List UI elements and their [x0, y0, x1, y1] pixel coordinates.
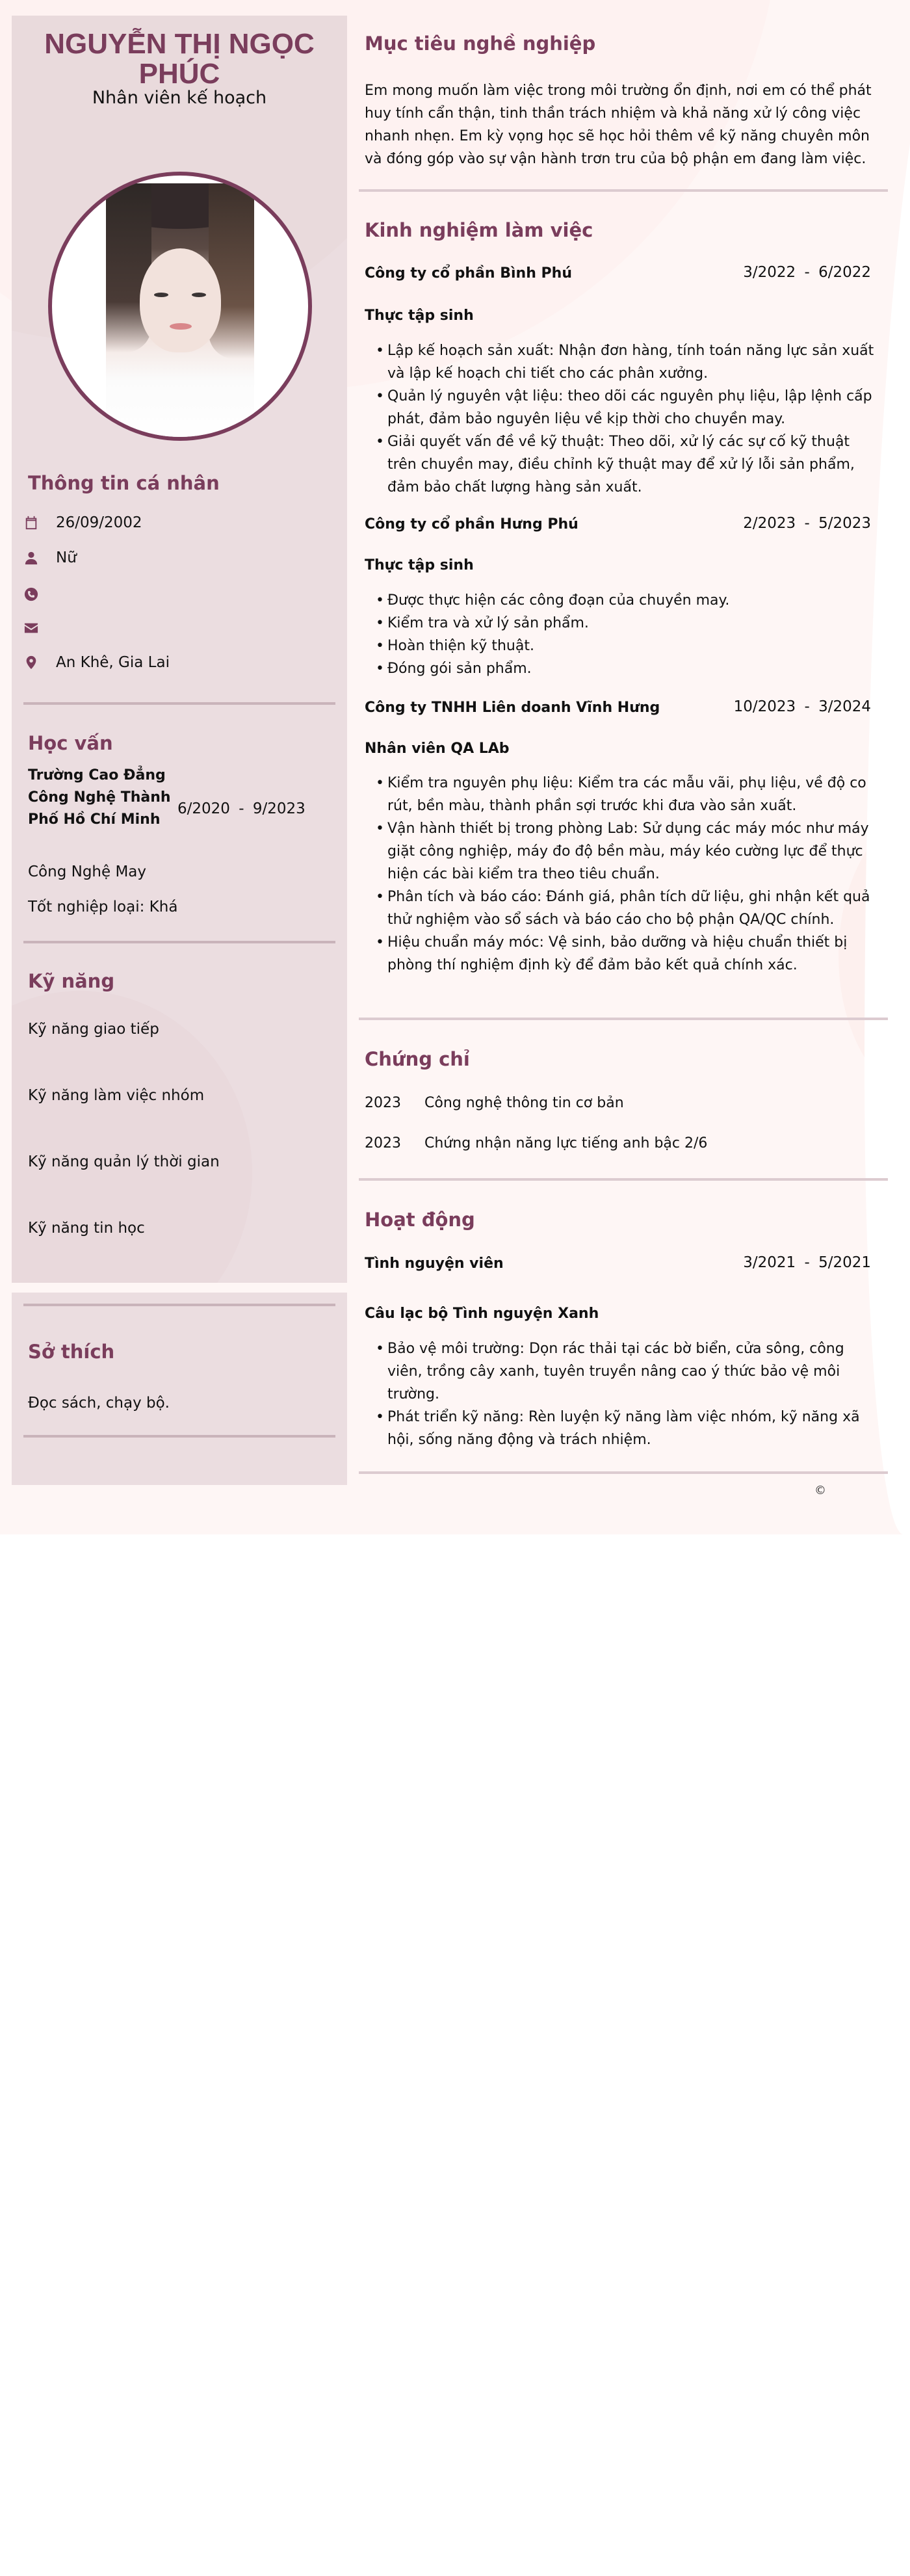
divider: [359, 189, 888, 192]
experience-heading: Kinh nghiệm làm việc: [365, 219, 593, 241]
info-row-email: [23, 616, 56, 640]
job-role: Nhân viên QA LAb: [365, 741, 510, 757]
job-bullet: • Đóng gói sản phẩm.: [376, 657, 883, 680]
job-bullet: • Hiệu chuẩn máy móc: Vệ sinh, bảo dưỡng và hiệu chuẩn thiết bị phòng thí nghiệm định kỳ để đảm bảo kết quả chính xác.: [376, 931, 883, 977]
job-bullets: [376, 339, 883, 499]
skill-item: Kỹ năng giao tiếp: [28, 1021, 159, 1038]
education-dates: 6/2020 - 9/2023: [177, 800, 306, 817]
job-bullet: • Kiểm tra nguyên phụ liệu: Kiểm tra các mẫu vãi, phụ liệu, về độ co rút, bền màu, thành phần sợi trước khi đưa vào sản xuất.: [376, 772, 883, 817]
activity-bullet: • Phát triển kỹ năng: Rèn luyện kỹ năng làm việc nhóm, kỹ năng xã hội, sống năng động và trách nhiệm.: [376, 1406, 883, 1451]
candidate-name: NGUYỄN THỊ NGỌC PHÚC: [44, 28, 315, 90]
skill-item: Kỹ năng tin học: [28, 1220, 145, 1237]
job-dates: 2/2023 - 5/2023: [743, 515, 871, 532]
personal-info-heading: Thông tin cá nhân: [28, 472, 220, 494]
job-company: Công ty TNHH Liên doanh Vĩnh Hưng: [365, 700, 660, 716]
info-row-birthdate: [23, 511, 142, 534]
certificate-name: Chứng nhận năng lực tiếng anh bậc 2/6: [424, 1135, 708, 1151]
certificate-row: [365, 1095, 624, 1111]
activities-heading: Hoạt động: [365, 1209, 475, 1231]
email-icon: [23, 620, 39, 636]
job-bullets: [376, 772, 883, 977]
certificate-year: 2023: [365, 1135, 401, 1151]
job-bullet: • Hoàn thiện kỹ thuật.: [376, 635, 883, 657]
job-bullet: • Lập kế hoạch sản xuất: Nhận đơn hàng, tính toán năng lực sản xuất và lập kế hoạch chi tiết cho các phân xưởng.: [376, 339, 883, 385]
calendar-icon: [23, 515, 39, 531]
objective-heading: Mục tiêu nghề nghiệp: [365, 33, 596, 55]
job-dates: 10/2023 - 3/2024: [733, 698, 871, 715]
divider: [23, 1304, 335, 1306]
certificate-row: [365, 1135, 707, 1151]
hobbies-text: Đọc sách, chạy bộ.: [28, 1395, 170, 1412]
location-pin-icon: [23, 655, 39, 670]
skill-item: Kỹ năng làm việc nhóm: [28, 1087, 205, 1104]
hobbies-heading: Sở thích: [28, 1341, 115, 1363]
education-heading: Học vấn: [28, 732, 113, 754]
activity-bullet: • Bảo vệ môi trường: Dọn rác thải tại các bờ biển, cửa sông, công viên, trồng cây xanh, tuyên truyền nâng cao ý thức bảo vệ môi trường.: [376, 1337, 883, 1406]
profile-photo-image: [106, 183, 254, 441]
user-icon: [23, 550, 39, 566]
job-bullet: • Vận hành thiết bị trong phòng Lab: Sử dụng các máy móc như máy giặt công nghiệp, máy đo độ bền màu, máy kéo cường lực để thực hiện các bài kiểm tra theo tiêu chuẩn.: [376, 817, 883, 886]
job-company: Công ty cổ phần Bình Phú: [365, 265, 572, 282]
info-row-address: [23, 651, 170, 674]
skill-item: Kỹ năng quản lý thời gian: [28, 1153, 220, 1170]
divider: [23, 1435, 335, 1438]
birthdate-value: 26/09/2002: [56, 514, 142, 531]
job-bullet: • Quản lý nguyên vật liệu: theo dõi các nguyên phụ liệu, lập lệnh cấp phát, đảm bảo nguyên liệu về kịp thời cho chuyền may.: [376, 385, 883, 430]
job-bullet: • Giải quyết vấn đề về kỹ thuật: Theo dõi, xử lý các sự cố kỹ thuật trên chuyền may, điều chỉnh kỹ thuật may để xử lý lỗi sản phẩm, đảm bảo chất lượng hàng sản xuất.: [376, 430, 883, 499]
sidebar-hobbies-panel: [12, 1293, 347, 1485]
divider: [359, 1178, 888, 1181]
gender-value: Nữ: [56, 549, 77, 566]
skills-heading: Kỹ năng: [28, 970, 115, 992]
job-bullets: [376, 589, 883, 680]
info-row-gender: [23, 546, 77, 570]
education-grade: Tốt nghiệp loại: Khá: [28, 899, 178, 915]
divider: [359, 1018, 888, 1020]
info-row-phone: [23, 583, 56, 606]
certificates-heading: Chứng chỉ: [365, 1048, 470, 1070]
job-dates: 3/2022 - 6/2022: [743, 264, 871, 281]
job-bullet: • Phân tích và báo cáo: Đánh giá, phân tích dữ liệu, ghi nhận kết quả thử nghiệm vào sổ sách và báo cáo cho bộ phận QA/QC chính.: [376, 886, 883, 931]
education-school: Trường Cao Đẳng Công Nghệ Thành Phố Hồ Chí Minh: [28, 767, 171, 828]
certificate-name: Công nghệ thông tin cơ bản: [424, 1095, 624, 1111]
phone-icon: [23, 586, 39, 602]
job-role: Thực tập sinh: [365, 308, 474, 324]
candidate-title: Nhân viên kế hoạch: [92, 88, 267, 108]
activity-dates: 3/2021 - 5/2021: [743, 1254, 871, 1271]
activity-bullets: [376, 1337, 883, 1451]
certificate-year: 2023: [365, 1095, 401, 1111]
job-role: Thực tập sinh: [365, 557, 474, 573]
job-company: Công ty cổ phần Hưng Phú: [365, 516, 578, 532]
objective-text: Em mong muốn làm việc trong môi trường ổn định, nơi em có thể phát huy tính cẩn thận, tinh thần trách nhiệm và khả năng xử lý công việc nhanh nhẹn. Em kỳ vọng học sẽ học hỏi thêm về kỹ năng chuyên môn và đóng góp vào sự vận hành trơn tru của bộ phận em đang làm việc.: [365, 83, 872, 167]
divider: [359, 1471, 888, 1474]
job-bullet: • Được thực hiện các công đoạn của chuyền may.: [376, 589, 883, 612]
education-major: Công Nghệ May: [28, 863, 147, 880]
copyright-mark: ©: [814, 1484, 826, 1497]
job-bullet: • Kiểm tra và xử lý sản phẩm.: [376, 612, 883, 635]
address-value: An Khê, Gia Lai: [56, 654, 170, 671]
activity-organization: Câu lạc bộ Tình nguyện Xanh: [365, 1306, 599, 1322]
divider: [23, 941, 335, 943]
profile-photo: [48, 172, 312, 441]
divider: [23, 702, 335, 705]
activity-title: Tình nguyện viên: [365, 1255, 504, 1272]
background-shape: [864, 0, 910, 1534]
